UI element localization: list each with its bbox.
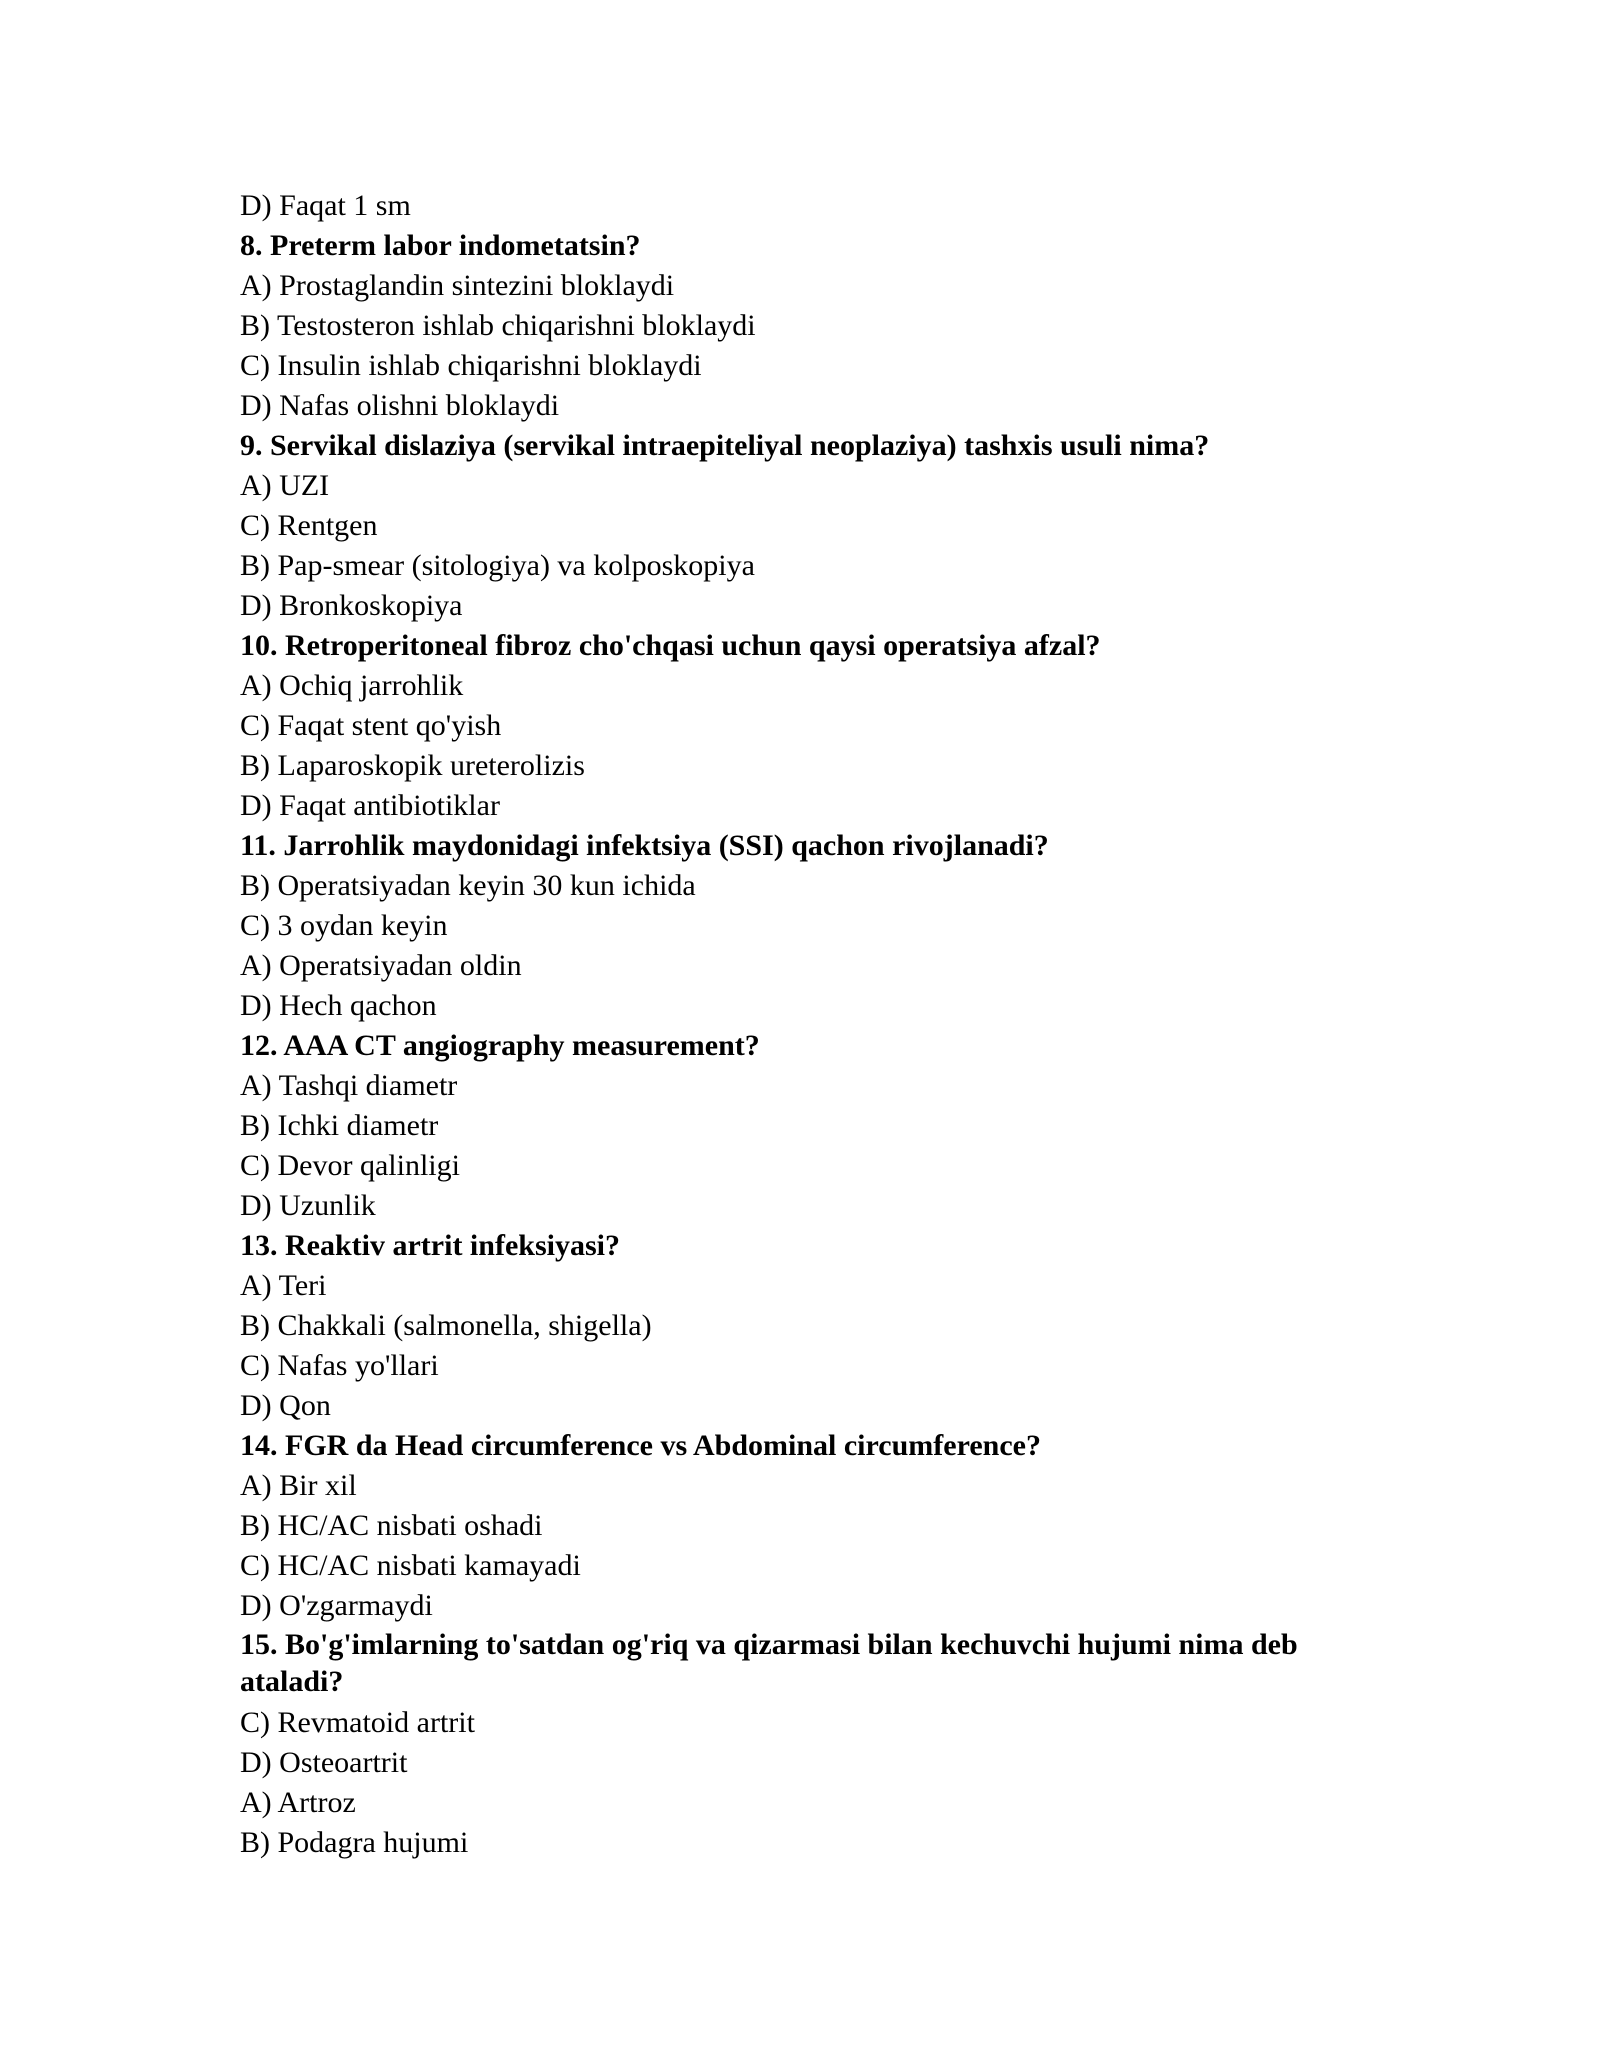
- question-title: 8. Preterm labor indometatsin?: [240, 229, 641, 262]
- question-block: [240, 1626, 1360, 1863]
- question-title: 14. FGR da Head circumference vs Abdominal circumference?: [240, 1429, 1041, 1462]
- question-block: [240, 826, 1360, 1026]
- question-title: 11. Jarrohlik maydonidagi infektsiya (SSI) qachon rivojlanadi?: [240, 829, 1049, 862]
- question-title: 9. Servikal dislaziya (servikal intraepiteliyal neoplaziya) tashxis usuli nima?: [240, 429, 1210, 462]
- answer-option: C) Insulin ishlab chiqarishni bloklaydi: [240, 349, 702, 382]
- answer-option: D) Osteoartrit: [240, 1746, 408, 1779]
- answer-option: D) Faqat 1 sm: [240, 189, 411, 222]
- answer-option: D) Nafas olishni bloklaydi: [240, 389, 560, 422]
- answer-option: B) Ichki diametr: [240, 1109, 439, 1142]
- question-title: 13. Reaktiv artrit infeksiyasi?: [240, 1229, 620, 1262]
- answer-option: A) Ochiq jarrohlik: [240, 669, 464, 702]
- question-block: [240, 626, 1360, 826]
- answer-option: B) Podagra hujumi: [240, 1826, 469, 1859]
- question-title: 12. AAA CT angiography measurement?: [240, 1029, 760, 1062]
- answer-option: A) Tashqi diametr: [240, 1069, 458, 1102]
- question-title: 15. Bo'g'imlarning to'satdan og'riq va qizarmasi bilan kechuvchi hujumi nima deb ataladi?: [240, 1628, 1298, 1698]
- question-block: [240, 1426, 1360, 1626]
- answer-option: C) Nafas yo'llari: [240, 1349, 439, 1382]
- answer-option: B) Laparoskopik ureterolizis: [240, 749, 585, 782]
- answer-option: B) Chakkali (salmonella, shigella): [240, 1309, 652, 1342]
- answer-option: A) Artroz: [240, 1786, 356, 1819]
- answer-option: D) Bronkoskopiya: [240, 589, 463, 622]
- answer-option: D) Faqat antibiotiklar: [240, 789, 500, 822]
- answer-option: D) Hech qachon: [240, 989, 437, 1022]
- answer-option: B) Testosteron ishlab chiqarishni bloklaydi: [240, 309, 756, 342]
- answer-option: A) UZI: [240, 469, 330, 502]
- answer-option: B) Pap-smear (sitologiya) va kolposkopiya: [240, 549, 755, 582]
- answer-option: B) Operatsiyadan keyin 30 kun ichida: [240, 869, 696, 902]
- question-block: [240, 1026, 1360, 1226]
- answer-option: C) Faqat stent qo'yish: [240, 709, 502, 742]
- answer-option: B) HC/AC nisbati oshadi: [240, 1509, 543, 1542]
- answer-option: C) 3 oydan keyin: [240, 909, 448, 942]
- question-title: 10. Retroperitoneal fibroz cho'chqasi uchun qaysi operatsiya afzal?: [240, 629, 1101, 662]
- answer-option: C) Revmatoid artrit: [240, 1706, 475, 1739]
- answer-option: C) Rentgen: [240, 509, 378, 542]
- answer-option: C) HC/AC nisbati kamayadi: [240, 1549, 581, 1582]
- question-list: [240, 186, 1360, 1863]
- answer-option: A) Prostaglandin sintezini bloklaydi: [240, 269, 675, 302]
- answer-option: D) Uzunlik: [240, 1189, 376, 1222]
- answer-option: A) Operatsiyadan oldin: [240, 949, 522, 982]
- question-block: [240, 426, 1360, 626]
- answer-option: D) Qon: [240, 1389, 331, 1422]
- answer-option: A) Bir xil: [240, 1469, 357, 1502]
- answer-option: D) O'zgarmaydi: [240, 1589, 433, 1622]
- question-block: [240, 226, 1360, 426]
- question-block: [240, 1226, 1360, 1426]
- answer-option: A) Teri: [240, 1269, 327, 1302]
- answer-option: C) Devor qalinligi: [240, 1149, 460, 1182]
